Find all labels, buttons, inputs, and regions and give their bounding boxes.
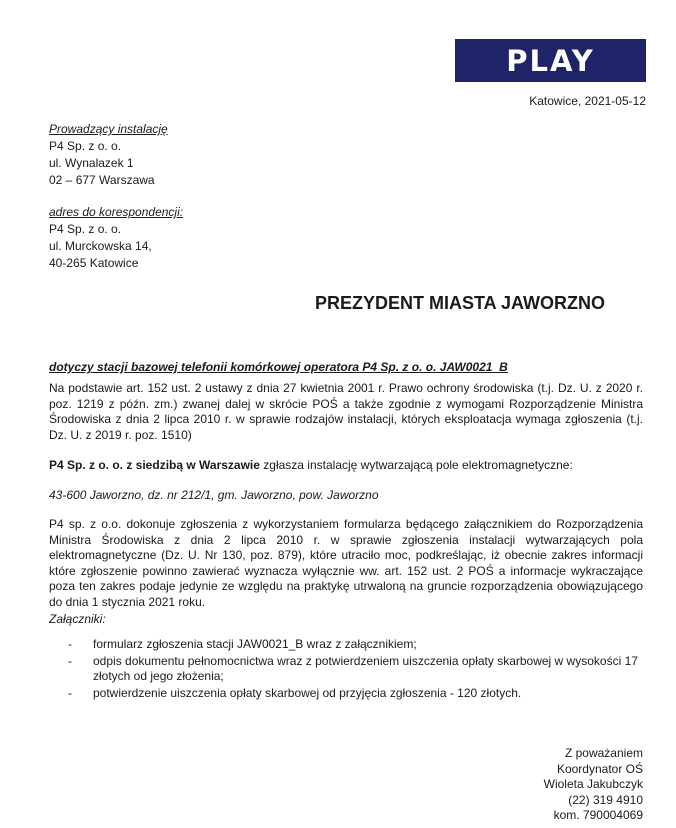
correspondence-block <box>49 204 183 272</box>
attachments-header: Załączniki: <box>49 612 106 626</box>
installer-line: P4 Sp. z o. o. <box>49 139 122 153</box>
installer-line: 02 – 677 Warszawa <box>49 173 155 187</box>
signature-line: Wioleta Jakubczyk <box>543 777 643 791</box>
declaration-text: zgłasza instalację wytwarzającą pole elektromagnetyczne: <box>259 458 573 472</box>
signature-block <box>544 746 643 824</box>
correspondence-line: P4 Sp. z o. o. <box>49 222 122 236</box>
declaration-paragraph <box>49 458 643 474</box>
declaration-company: P4 Sp. z o. o. z siedzibą w Warszawie <box>49 458 260 472</box>
attachments-list <box>49 637 643 702</box>
recipient-title: PREZYDENT MIASTA JAWORZNO <box>315 293 606 313</box>
installation-location: 43-600 Jaworzno, dz. nr 212/1, gm. Jaworzno, pow. Jaworzno <box>49 488 379 502</box>
correspondence-line: ul. Murckowska 14, <box>49 239 152 253</box>
correspondence-line: 40-265 Katowice <box>49 256 139 270</box>
signature-line: Z poważaniem <box>564 746 643 760</box>
subject-line: dotyczy stacji bazowej telefonii komórkowej operatora P4 Sp. z o. o. JAW0021_B <box>49 360 508 374</box>
signature-line: (22) 319 4910 <box>568 792 643 807</box>
play-logo <box>455 39 646 82</box>
signature-line: kom. 790004069 <box>553 808 643 822</box>
list-item: - odpis dokumentu pełnomocnictwa wraz z potwierdzeniem uiszczenia opłaty skarbowej w wysokości 17 złotych od jego złożenia; <box>49 654 643 685</box>
logo-text: PLAY <box>506 43 595 78</box>
signature-line: Koordynator OŚ <box>556 761 643 776</box>
installer-block <box>49 121 168 189</box>
correspondence-header: adres do korespondencji: <box>49 205 184 219</box>
notice-paragraph: P4 sp. z o.o. dokonuje zgłoszenia z wykorzystaniem formularza będącego załącznikiem do Rozporządzenia Ministra Środowiska z dnia 2 lipca 2010 r. w sprawie zgłoszenia instalacji wytwarzających pola elektromagnetyczne (Dz. U. Nr 130, poz. 879), które utraciło moc, podkreślając, iż obecnie zakres informacji które zgłoszenie powinno zawierać wyznacza wyłącznie ww. art. 152 ust. 2 POŚ a informacje wykraczające poza ten zakres podaje jedynie ze względu na praktykę utrwaloną na gruncie rozporządzenia obowiązującego do dnia 1 stycznia 2021 roku. <box>49 517 643 609</box>
list-item: - formularz zgłoszenia stacji JAW0021_B wraz z załącznikiem; <box>49 637 643 653</box>
list-item: - potwierdzenie uiszczenia opłaty skarbowej od przyjęcia zgłoszenia - 120 złotych. <box>49 686 643 702</box>
installer-header: Prowadzący instalację <box>49 122 168 136</box>
legal-basis-paragraph: Na podstawie art. 152 ust. 2 ustawy z dnia 27 kwietnia 2001 r. Prawo ochrony środowiska (t.j. Dz. U. z 2020 r. poz. 1219 z późn. zm.) zwanej dalej w skrócie POŚ a także zgodnie z wymogami Rozporządzenie Ministra Środowiska z dnia 2 lipca 2010 r. w sprawie rodzajów instalacji, których eksploatacja wymaga zgłoszenia (t.j. Dz. U. z 2019 r. poz. 1510) <box>49 381 643 442</box>
installer-line: ul. Wynalazek 1 <box>49 156 134 170</box>
letter-date: Katowice, 2021-05-12 <box>529 94 646 108</box>
